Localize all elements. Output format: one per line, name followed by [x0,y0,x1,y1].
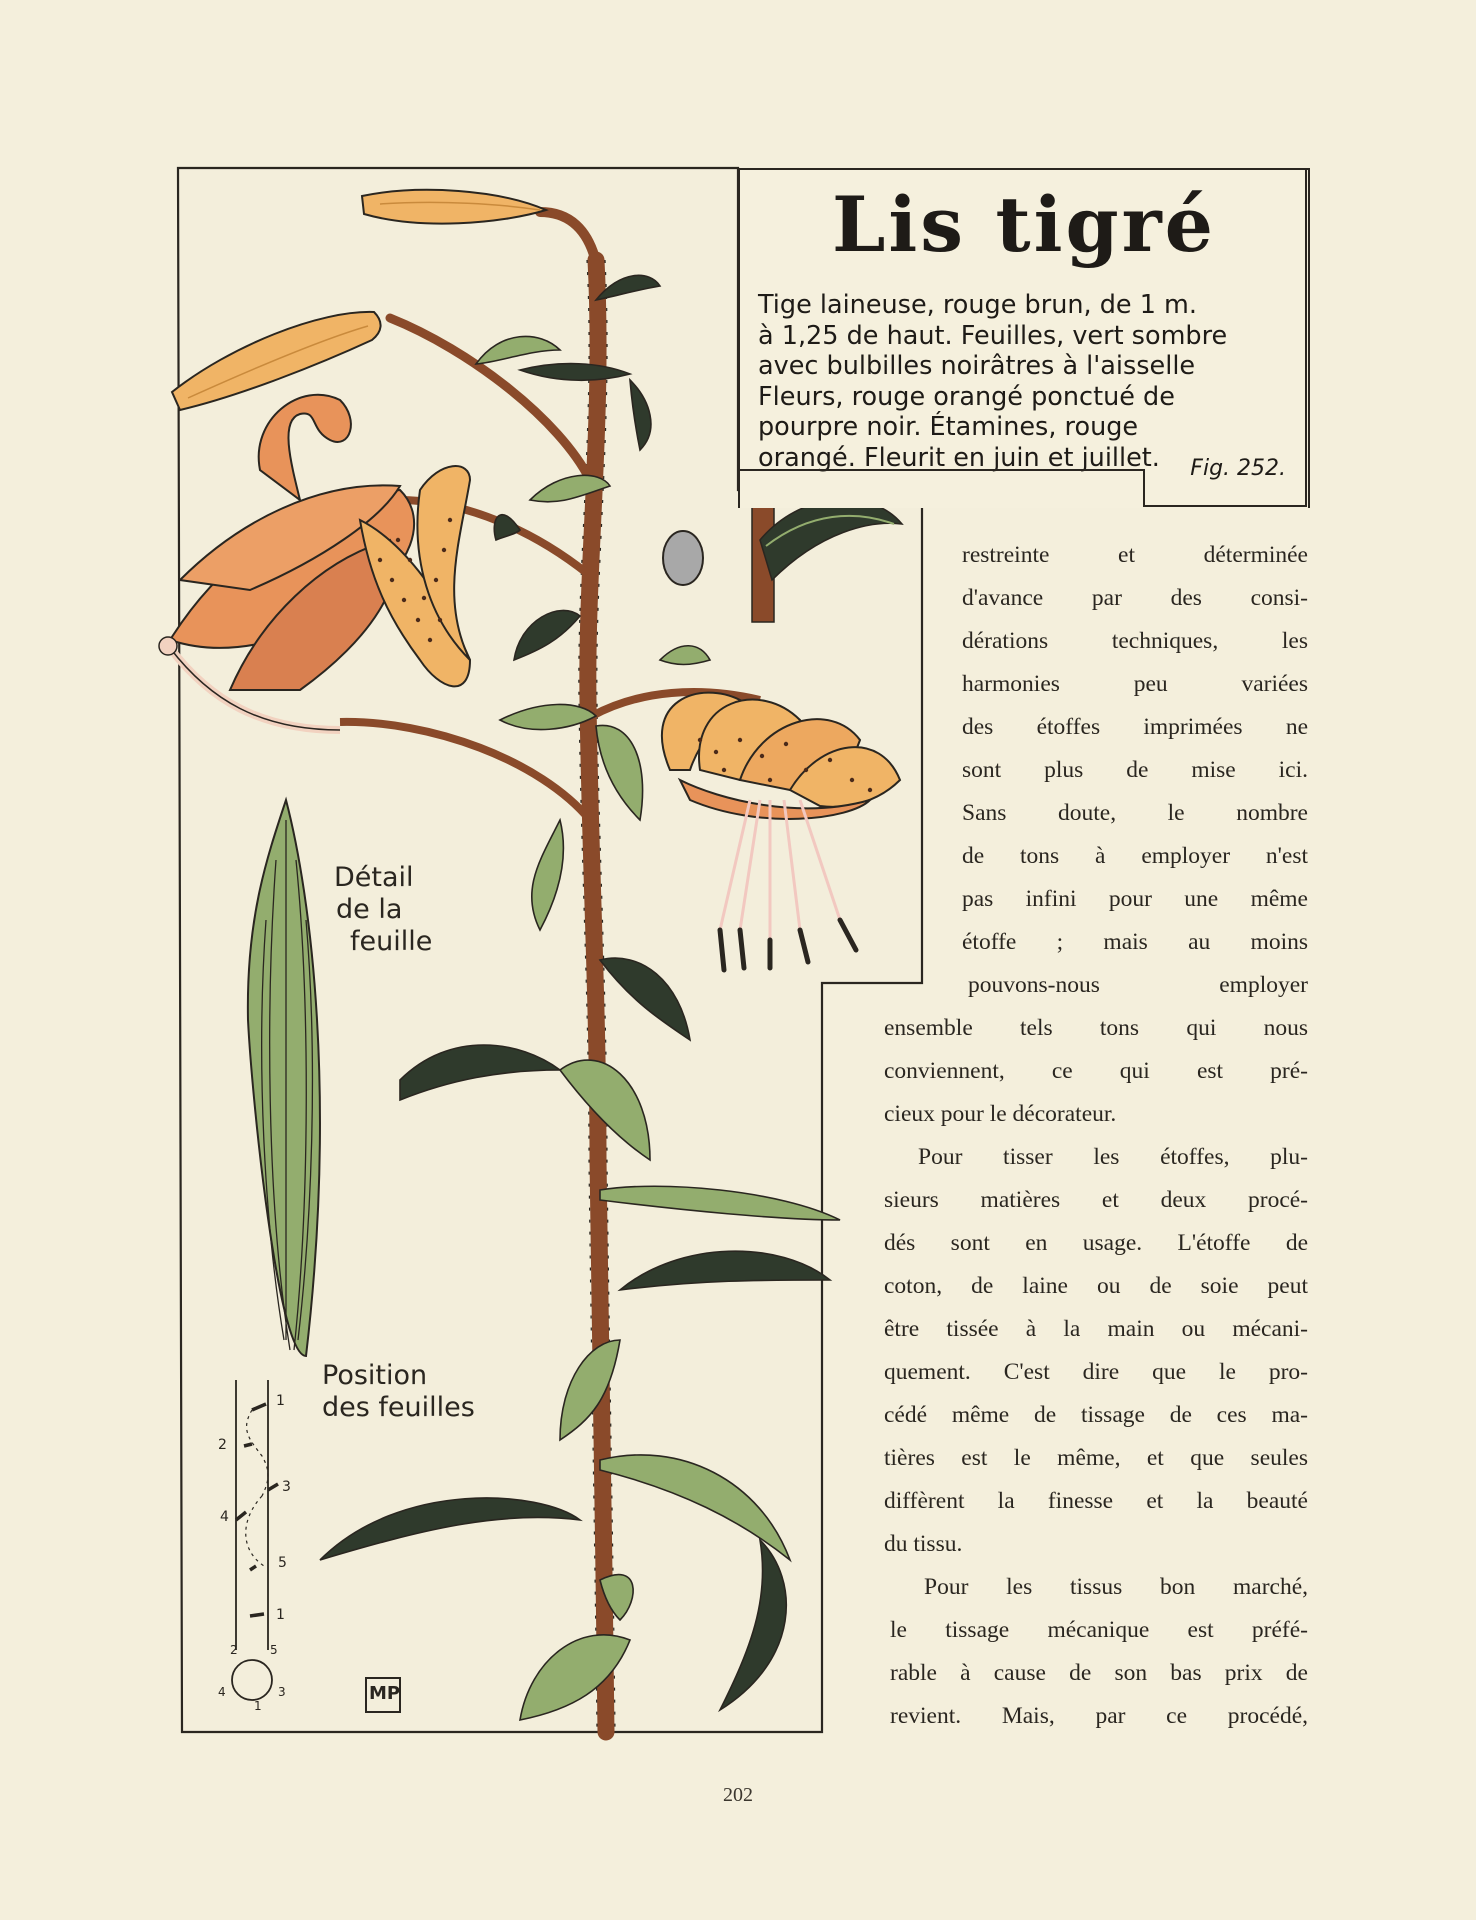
body-line: quement. C'est dire que le pro- [884,1359,1308,1385]
diagram-number-5: 5 [278,1555,287,1571]
body-line: dérations techniques, les [962,628,1308,654]
body-line: conviennent, ce qui est pré- [884,1058,1308,1084]
body-line: Pour tisser les étoffes, plu- [918,1144,1308,1170]
circle-number-4: 4 [218,1685,226,1699]
body-line: du tissu. [884,1531,963,1557]
body-line: pouvons-nous employer [968,972,1308,998]
diagram-number-6: 1 [276,1607,285,1623]
circle-number-3: 3 [278,1685,286,1699]
description-line: à 1,25 de haut. Feuilles, vert sombre [758,320,1228,351]
body-line: ensemble tels tons qui nous [884,1015,1308,1041]
body-line: harmonies peu variées [962,671,1308,697]
body-line: pas infini pour une même [962,886,1308,912]
page-number: 202 [723,1784,753,1806]
body-line: revient. Mais, par ce procédé, [890,1703,1308,1729]
circle-number-1: 1 [254,1699,262,1713]
body-line: Sans doute, le nombre [962,800,1308,826]
description-line: avec bulbilles noirâtres à l'aisselle [758,351,1196,381]
description-line: Fleurs, rouge orangé ponctué de [758,381,1175,412]
description-line: Tige laineuse, rouge brun, de 1 m. [758,290,1197,320]
leaf-position-label: Position des feuilles [322,1360,475,1423]
body-line: tières est le même, et que seules [884,1445,1308,1471]
diagram-number-4: 4 [220,1509,229,1525]
body-line: sieurs matières et deux procé- [884,1187,1308,1213]
body-line: sont plus de mise ici. [962,757,1308,783]
monogram: MP [369,1683,401,1704]
leaf-detail-label: Détail de la feuille [334,862,433,957]
body-line: rable à cause de son bas prix de [890,1660,1308,1686]
body-line: des étoffes imprimées ne [962,714,1308,740]
diagram-number-1: 1 [276,1393,285,1409]
diagram-number-2: 2 [218,1437,227,1453]
body-line: de tons à employer n'est [962,843,1308,869]
circle-number-2: 2 [230,1643,238,1657]
body-line: cieux pour le décorateur. [884,1101,1117,1127]
body-line: être tissée à la main ou mécani- [884,1316,1308,1342]
body-line: le tissage mécanique est préfé- [890,1617,1308,1643]
figure-number: Fig. 252. [1190,456,1286,481]
description-line: orangé. Fleurit en juin et juillet. [758,442,1160,473]
plate-title: Lis tigré [831,180,1217,269]
body-line: coton, de laine ou de soie peut [884,1273,1308,1299]
body-line: Pour les tissus bon marché, [924,1574,1308,1600]
body-line: dés sont en usage. L'étoffe de [884,1230,1308,1256]
body-line: d'avance par des consi- [962,585,1308,611]
diagram-number-3: 3 [282,1479,291,1495]
body-line: étoffe ; mais au moins [962,929,1308,955]
body-line: cédé même de tissage de ces ma- [884,1402,1308,1428]
description-line: pourpre noir. Étamines, rouge [758,412,1139,442]
body-line: restreinte et déterminée [962,542,1308,568]
body-line: diffèrent la finesse et la beauté [884,1488,1308,1514]
circle-number-5: 5 [270,1643,278,1657]
